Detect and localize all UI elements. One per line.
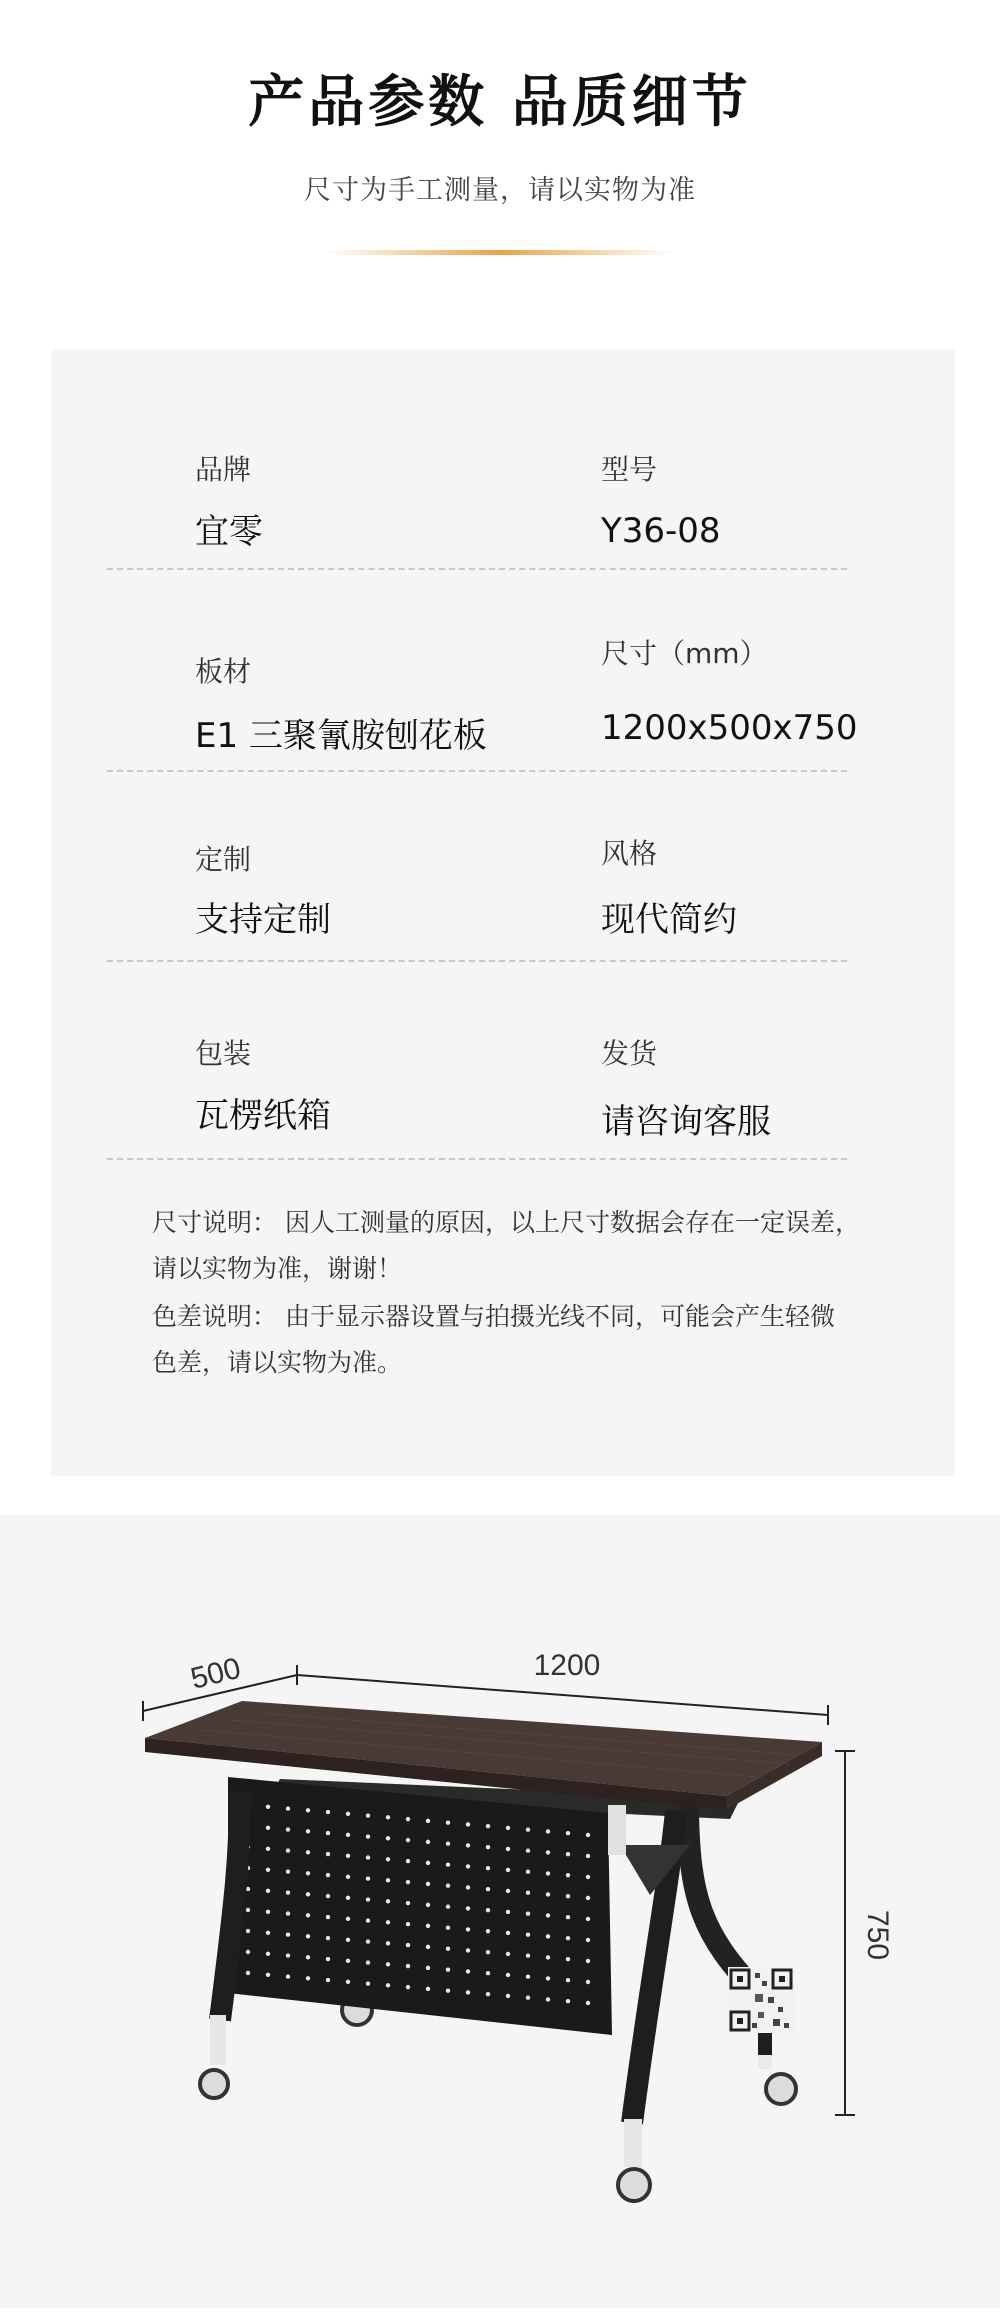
color-note-line1: 色差说明： 由于显示器设置与拍摄光线不同，可能会产生轻微 (152, 1302, 835, 1331)
spec-value-shipping: 请咨询客服 (601, 1102, 771, 1142)
spec-label-custom: 定制 (195, 843, 252, 876)
depth-label: 500 (187, 1651, 244, 1696)
spec-label-material: 板材 (195, 655, 252, 688)
spec-row (107, 570, 858, 772)
qr-code-icon (728, 1967, 794, 2033)
spec-label-style: 风格 (601, 837, 658, 870)
caster-wheel (200, 2070, 228, 2098)
size-note-line2: 请以实物为准，谢谢！ (152, 1254, 403, 1283)
page-subtitle: 尺寸为手工测量，请以实物为准 (304, 175, 696, 206)
spec-label-brand: 品牌 (195, 453, 252, 486)
divider-line (325, 250, 675, 255)
spec-row (107, 368, 847, 570)
spec-label-package: 包装 (195, 1037, 252, 1070)
spec-value-model: Y36-08 (601, 511, 721, 551)
spec-row (107, 962, 847, 1160)
modesty-panel (228, 1777, 612, 2035)
spec-value-brand: 宜零 (195, 512, 263, 552)
caster-wheel (618, 2169, 650, 2201)
spec-label-size: 尺寸（mm） (601, 637, 768, 670)
page-title: 产品参数 品质细节 (248, 70, 752, 135)
product-diagram-panel (0, 1515, 1000, 2308)
width-label: 1200 (533, 1649, 601, 1682)
spec-value-size: 1200x500x750 (601, 708, 858, 748)
spec-label-model: 型号 (601, 453, 658, 486)
spec-value-package: 瓦楞纸箱 (195, 1096, 331, 1136)
spec-row (107, 772, 847, 962)
table-dimension-diagram (0, 1515, 1000, 2308)
color-note (152, 1294, 912, 1386)
spec-label-shipping: 发货 (601, 1037, 658, 1070)
size-note (152, 1200, 912, 1292)
size-note-line1: 尺寸说明： 因人工测量的原因，以上尺寸数据会存在一定误差， (152, 1208, 860, 1237)
color-note-line2: 色差，请以实物为准。 (152, 1348, 403, 1377)
spec-value-material: E1 三聚氰胺刨花板 (195, 716, 487, 756)
height-label: 750 (861, 1909, 894, 1961)
spec-value-custom: 支持定制 (195, 900, 331, 940)
caster-wheel (766, 2074, 796, 2104)
spec-value-style: 现代简约 (601, 900, 737, 940)
